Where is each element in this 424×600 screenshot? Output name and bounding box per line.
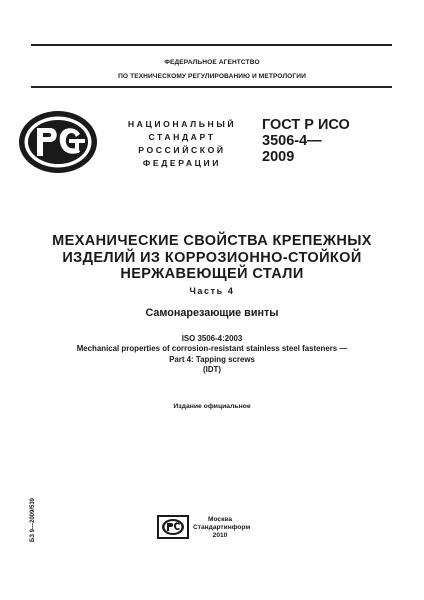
national-standard-line-1: НАЦИОНАЛЬНЫЙ [127, 119, 237, 129]
bottom-rule [31, 86, 392, 88]
side-code: БЗ 9—2009/539 [30, 497, 36, 542]
agency-line-1: ФЕДЕРАЛЬНОЕ АГЕНТСТВО [164, 59, 260, 66]
standard-designation [262, 117, 392, 165]
publisher-name: Стандартинформ [193, 524, 251, 532]
iso-line-4: (IDT) [203, 365, 221, 375]
publisher-block [193, 516, 251, 541]
iso-line-1: ISO 3506-4:2003 [181, 334, 243, 343]
edition-note: Издание официальное [173, 403, 251, 410]
publisher-year: 2010 [212, 532, 228, 540]
iso-line-3: Part 4: Tapping screws [169, 354, 255, 364]
document-title [0, 233, 424, 283]
title-line-1: МЕХАНИЧЕСКИЕ СВОЙСТВА КРЕПЕЖНЫХ [52, 233, 372, 249]
publisher-city: Москва [207, 516, 233, 523]
designation-line-1: ГОСТ Р ИСО [262, 117, 350, 133]
title-line-3: НЕРЖАВЕЮЩЕЙ СТАЛИ [120, 266, 304, 282]
national-standard-block [116, 118, 248, 170]
top-rule [31, 44, 392, 46]
national-standard-line-3: РОССИЙСКОЙ [138, 145, 226, 155]
pct-certification-logo-icon [17, 109, 99, 175]
standartinform-logo-icon [157, 515, 189, 539]
national-standard-line-2: СТАНДАРТ [148, 132, 216, 142]
national-standard-line-4: ФЕДЕРАЦИИ [142, 158, 222, 168]
document-subtitle: Самонарезающие винты [145, 307, 279, 319]
designation-line-3: 2009 [262, 149, 295, 165]
iso-reference [0, 334, 424, 376]
designation-line-2: 3506-4— [262, 133, 322, 149]
agency-line-2: ПО ТЕХНИЧЕСКОМУ РЕГУЛИРОВАНИЮ И МЕТРОЛОГИИ [118, 73, 306, 80]
part-label: Часть 4 [189, 286, 235, 296]
iso-line-2: Mechanical properties of corrosion-resistant stainless steel fasteners — [76, 344, 348, 354]
title-line-2: ИЗДЕЛИЙ ИЗ КОРРОЗИОННО-СТОЙКОЙ [62, 249, 362, 266]
